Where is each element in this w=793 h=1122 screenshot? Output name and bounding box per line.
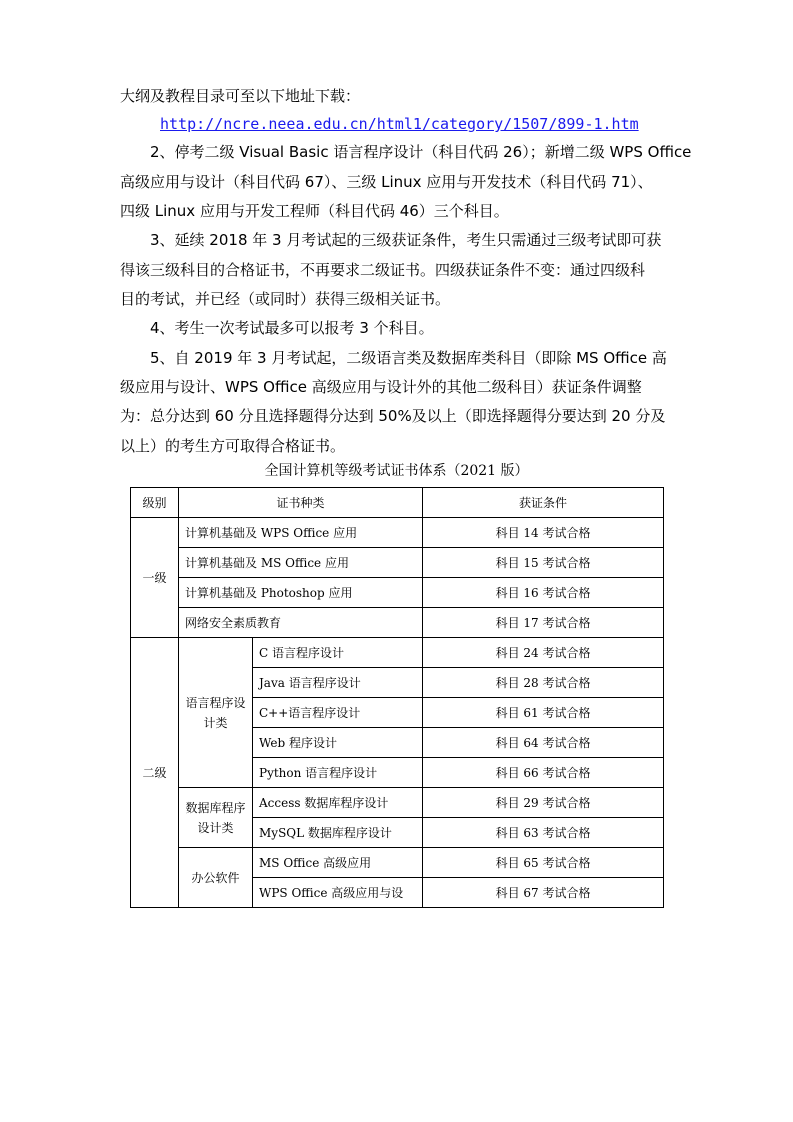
table-row xyxy=(131,548,664,578)
paragraph-line: 得该三级科目的合格证书，不再要求二级证书。四级获证条件不变：通过四级科 xyxy=(120,261,646,279)
cert-cell: Web 程序设计 xyxy=(253,728,423,758)
paragraph-line: 四级 Linux 应用与开发工程师（科目代码 46）三个科目。 xyxy=(120,202,509,220)
paragraph-line: 目的考试，并已经（或同时）获得三级相关证书。 xyxy=(120,290,451,308)
paragraph-line: 2、停考二级 Visual Basic 语言程序设计（科目代码 26）；新增二级 WPS Office xyxy=(150,143,692,161)
header-level: 级别 xyxy=(131,488,179,518)
group-cell: 数据库程序设计类 xyxy=(179,788,253,848)
condition-cell: 科目 29 考试合格 xyxy=(423,788,664,818)
paragraph-line: 高级应用与设计（科目代码 67）、三级 Linux 应用与开发技术（科目代码 71）、 xyxy=(120,173,653,191)
table-caption: 全国计算机等级考试证书体系（2021 版） xyxy=(264,463,529,479)
condition-cell: 科目 64 考试合格 xyxy=(423,728,664,758)
condition-cell: 科目 15 考试合格 xyxy=(423,548,664,578)
cert-cell: Python 语言程序设计 xyxy=(253,758,423,788)
table-row xyxy=(131,638,664,668)
download-link[interactable]: http://ncre.neea.edu.cn/html1/category/1507/899-1.htm xyxy=(160,115,639,133)
certificate-table xyxy=(130,487,664,908)
table-row xyxy=(131,608,664,638)
condition-cell: 科目 16 考试合格 xyxy=(423,578,664,608)
cert-cell: 计算机基础及 WPS Office 应用 xyxy=(179,518,423,548)
condition-cell: 科目 24 考试合格 xyxy=(423,638,664,668)
cert-cell: C++语言程序设计 xyxy=(253,698,423,728)
cert-cell: MySQL 数据库程序设计 xyxy=(253,818,423,848)
cert-cell: Java 语言程序设计 xyxy=(253,668,423,698)
group-cell: 语言程序设计类 xyxy=(179,638,253,788)
cert-cell: 网络安全素质教育 xyxy=(179,608,423,638)
condition-cell: 科目 66 考试合格 xyxy=(423,758,664,788)
cert-cell: 计算机基础及 Photoshop 应用 xyxy=(179,578,423,608)
table-row xyxy=(131,848,664,878)
condition-cell: 科目 61 考试合格 xyxy=(423,698,664,728)
paragraph-line: 以上）的考生方可取得合格证书。 xyxy=(120,437,346,455)
table-row xyxy=(131,788,664,818)
level-cell: 一级 xyxy=(131,518,179,638)
condition-cell: 科目 14 考试合格 xyxy=(423,518,664,548)
condition-cell: 科目 17 考试合格 xyxy=(423,608,664,638)
condition-cell: 科目 65 考试合格 xyxy=(423,848,664,878)
paragraph-line: 级应用与设计、WPS Office 高级应用与设计外的其他二级科目）获证条件调整 xyxy=(120,378,642,396)
cert-cell: MS Office 高级应用 xyxy=(253,848,423,878)
header-condition: 获证条件 xyxy=(423,488,664,518)
cert-cell: WPS Office 高级应用与设 xyxy=(253,878,423,908)
cert-cell: C 语言程序设计 xyxy=(253,638,423,668)
cert-cell: 计算机基础及 MS Office 应用 xyxy=(179,548,423,578)
cert-cell: Access 数据库程序设计 xyxy=(253,788,423,818)
paragraph-line: 3、延续 2018 年 3 月考试起的三级获证条件，考生只需通过三级考试即可获 xyxy=(150,231,662,249)
paragraph-line: 为：总分达到 60 分且选择题得分达到 50%及以上（即选择题得分要达到 20 分及 xyxy=(120,407,666,425)
header-cert-type: 证书种类 xyxy=(179,488,423,518)
condition-cell: 科目 63 考试合格 xyxy=(423,818,664,848)
group-cell: 办公软件 xyxy=(179,848,253,908)
paragraph-line: 4、考生一次考试最多可以报考 3 个科目。 xyxy=(150,319,434,337)
table-header-row xyxy=(131,488,664,518)
table-row xyxy=(131,518,664,548)
intro-text: 大纲及教程目录可至以下地址下载： xyxy=(120,87,361,105)
paragraph-line: 5、自 2019 年 3 月考试起，二级语言类及数据库类科目（即除 MS Office 高 xyxy=(150,349,667,367)
condition-cell: 科目 67 考试合格 xyxy=(423,878,664,908)
condition-cell: 科目 28 考试合格 xyxy=(423,668,664,698)
level-cell: 二级 xyxy=(131,638,179,908)
table-row xyxy=(131,578,664,608)
